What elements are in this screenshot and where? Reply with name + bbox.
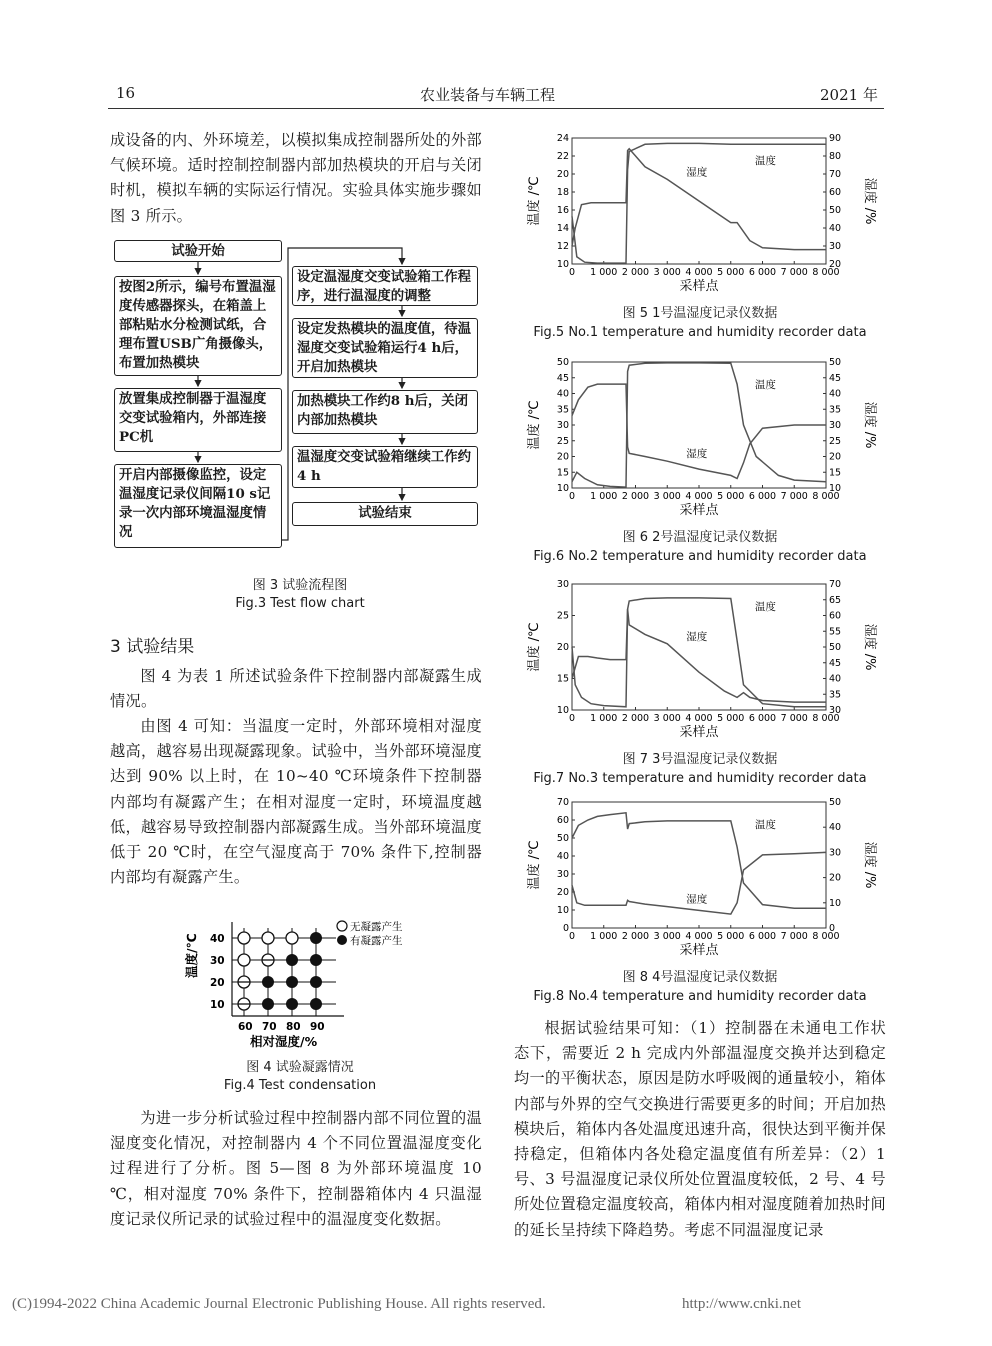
x-tick-label: 4 000 [685, 491, 713, 502]
y-right-tick-label: 0 [829, 923, 836, 934]
section-title: 3 试验结果 [110, 637, 195, 657]
x-tick-label: 6 000 [748, 713, 777, 724]
y-left-tick-label: 50 [556, 833, 569, 844]
x-tick-label: 5 000 [717, 931, 745, 942]
y-left-tick-label: 10 [556, 905, 569, 916]
fig4-ytick: 10 [210, 999, 225, 1011]
y-left-axis-label: 温度 /℃ [527, 840, 542, 890]
fig4-xtick: 80 [286, 1021, 301, 1033]
header-rule [108, 108, 884, 109]
y-left-tick-label: 15 [556, 673, 569, 685]
y-left-tick-label: 25 [556, 435, 569, 447]
y-left-tick-label: 0 [562, 923, 569, 934]
paragraph-fig4-analysis: 由图 4 可知：当温度一定时，外部环境相对湿度越高，越容易出现凝露现象。试验中，当外部环境湿度达到 90% 以上时，在 10~40 ℃环境条件下控制器内部均有凝露产生；在相对湿度一定时，环境温度越低，越容易导致控制器内部凝露生成。当外部环境温度低于 20 ℃时，在空气湿度高于 70% 条件下,控制器内部均有凝露产生。 [110, 717, 482, 887]
issue-year: 2021 年 [820, 86, 878, 104]
x-tick-label: 4 000 [685, 267, 713, 278]
fig4-point-condensation [310, 998, 322, 1010]
y-right-tick-label: 30 [829, 420, 842, 431]
y-left-axis-label: 温度 /℃ [527, 176, 542, 226]
y-right-tick-label: 25 [829, 435, 842, 447]
x-tick-label: 3 000 [653, 931, 681, 942]
y-right-axis-label: 湿度 /% [862, 841, 877, 889]
fig5-chart [518, 130, 878, 330]
fig7-caption-en: Fig.7 No.3 temperature and humidity recorder data [533, 771, 867, 786]
fig4-caption-cn: 图 4 试验凝露情况 [246, 1060, 354, 1075]
y-right-tick-label: 70 [829, 169, 842, 180]
fig8-caption-en: Fig.8 No.4 temperature and humidity recorder data [533, 989, 867, 1004]
page-number: 16 [116, 84, 136, 102]
x-axis-label: 采样点 [679, 943, 719, 958]
fig6-caption-en: Fig.6 No.2 temperature and humidity recorder data [533, 549, 867, 564]
y-right-tick-label: 30 [829, 847, 842, 859]
x-tick-label: 7 000 [780, 931, 808, 942]
y-right-tick-label: 90 [829, 133, 842, 144]
flow-step-record: 开启内部摄像监控，设定温湿度记录仪间隔10 s记录一次内部环境温湿度情况 [114, 464, 282, 548]
temperature-series-line [572, 598, 826, 707]
temperature-annotation: 温度 [754, 379, 776, 391]
y-left-tick-label: 35 [556, 404, 569, 416]
y-left-tick-label: 20 [556, 642, 569, 653]
y-right-tick-label: 65 [829, 594, 842, 606]
x-tick-label: 6 000 [748, 491, 777, 502]
flow-step-program: 设定温湿度交变试验箱工作程序，进行温湿度的调整 [292, 266, 478, 306]
fig4-caption-en: Fig.4 Test condensation [223, 1078, 377, 1093]
fig6-caption-cn: 图 6 2号温湿度记录仪数据 [622, 530, 778, 545]
y-left-tick-label: 25 [556, 610, 569, 622]
flow-step-heat-set: 设定发热模块的温度值，待温湿度交变试验箱运行4 h后，开启加热模块 [292, 318, 478, 378]
x-tick-label: 7 000 [780, 267, 808, 278]
x-tick-label: 3 000 [653, 713, 681, 724]
y-left-tick-label: 24 [556, 133, 569, 144]
y-left-tick-label: 12 [556, 241, 569, 252]
fig4-point-condensation [310, 976, 322, 988]
x-tick-label: 2 000 [621, 931, 650, 942]
y-right-tick-label: 45 [829, 372, 842, 384]
x-tick-label: 0 [568, 713, 576, 724]
humidity-annotation: 湿度 [686, 893, 708, 906]
y-right-tick-label: 30 [829, 241, 842, 252]
y-left-axis-label: 温度 /℃ [527, 622, 542, 672]
fig8-chart [518, 794, 878, 994]
y-right-tick-label: 15 [829, 467, 842, 479]
x-tick-label: 2 000 [621, 713, 650, 724]
x-tick-label: 2 000 [621, 267, 650, 278]
y-left-tick-label: 40 [556, 851, 569, 862]
y-left-tick-label: 50 [556, 357, 569, 368]
paragraph-fig4-intro: 图 4 为表 1 所述试验条件下控制器内部凝露生成情况。 [110, 667, 482, 711]
fig4-point-condensation [262, 976, 274, 988]
x-tick-label: 5 000 [717, 491, 745, 502]
fig4-xlabel: 相对湿度/% [250, 1034, 318, 1049]
y-right-tick-label: 80 [829, 151, 842, 162]
y-right-tick-label: 10 [829, 897, 842, 909]
x-tick-label: 4 000 [685, 931, 713, 942]
x-tick-label: 3 000 [653, 491, 681, 502]
x-tick-label: 8 000 [812, 713, 840, 724]
temperature-annotation: 温度 [754, 819, 776, 831]
y-right-tick-label: 45 [829, 657, 842, 669]
flow-end: 试验结束 [292, 502, 478, 526]
y-left-tick-label: 14 [556, 223, 569, 234]
fig4-ytick: 20 [210, 977, 225, 989]
y-left-tick-label: 10 [556, 259, 569, 270]
y-left-tick-label: 30 [556, 420, 569, 431]
x-tick-label: 7 000 [780, 491, 808, 502]
x-tick-label: 0 [568, 267, 576, 278]
y-right-axis-label: 湿度 /% [862, 401, 877, 449]
fig4-ylabel: 温度/℃ [184, 933, 199, 978]
fig4-ytick: 30 [210, 955, 225, 967]
fig4-xtick: 70 [262, 1021, 277, 1033]
y-right-tick-label: 20 [829, 872, 842, 884]
fig4-xtick: 60 [238, 1021, 253, 1033]
x-tick-label: 0 [568, 491, 576, 502]
temperature-annotation: 温度 [754, 601, 776, 613]
fig3-caption-cn: 图 3 试验流程图 [252, 578, 348, 593]
plot-frame [572, 584, 826, 710]
y-left-tick-label: 45 [556, 372, 569, 384]
y-right-tick-label: 50 [829, 642, 842, 653]
flow-step-setup: 按图2所示，编号布置温湿度传感器探头，在箱盖上部粘贴水分检测试纸，合理布置USB广角摄像头，布置加热模块 [114, 276, 282, 376]
x-tick-label: 6 000 [748, 267, 777, 278]
x-tick-label: 1 000 [590, 713, 618, 724]
x-tick-label: 1 000 [590, 491, 618, 502]
y-right-tick-label: 20 [829, 451, 842, 463]
temperature-annotation: 温度 [754, 155, 776, 167]
x-tick-label: 1 000 [590, 267, 618, 278]
footer-copyright: (C)1994-2022 China Academic Journal Electronic Publishing House. All rights reserved. [12, 1296, 546, 1312]
x-tick-label: 5 000 [717, 713, 745, 724]
fig8-caption-cn: 图 8 4号温湿度记录仪数据 [622, 970, 778, 985]
fig4-point-none [238, 932, 250, 944]
humidity-annotation: 湿度 [686, 166, 708, 179]
x-axis-label: 采样点 [679, 503, 719, 518]
humidity-annotation: 湿度 [686, 630, 708, 643]
x-axis-label: 采样点 [679, 725, 719, 740]
fig5-caption-en: Fig.5 No.1 temperature and humidity recorder data [533, 325, 867, 340]
fig5-caption-cn: 图 5 1号温湿度记录仪数据 [622, 306, 778, 321]
x-tick-label: 2 000 [621, 491, 650, 502]
fig7-chart [518, 576, 878, 776]
x-tick-label: 3 000 [653, 267, 681, 278]
y-right-tick-label: 35 [829, 404, 842, 416]
y-left-tick-label: 10 [556, 705, 569, 716]
legend-filled-marker [337, 935, 347, 945]
x-tick-label: 8 000 [812, 267, 840, 278]
fig4-point-none [262, 932, 274, 944]
x-tick-label: 8 000 [812, 491, 840, 502]
flow-step-heat-off: 加热模块工作约8 h后，关闭内部加热模块 [292, 390, 478, 434]
y-right-axis-label: 湿度 /% [862, 623, 877, 671]
fig4-chart [176, 912, 426, 1052]
humidity-annotation: 湿度 [686, 448, 708, 461]
y-left-tick-label: 30 [556, 579, 569, 590]
conclusion-paragraph: 根据试验结果可知：（1）控制器在未通电工作状态下，需要近 2 h 完成内外部温湿度交换并达到稳定均一的平衡状态，原因是防水呼吸阀的通量较小，箱体内部与外界的空气交换进行需要更多的时间；开启加热模块后，箱体内各处温度迅速升高，很快达到平衡并保持稳定，但箱体内各处稳定温度值有所差异：（2）1 号、3 号温湿度记录仪所处位置温度较低，2 号、4 号所处位置稳定温度较高，箱体内相对湿度随着加热时间的延长呈持续下降趋势。考虑不同温湿度记录 [514, 1019, 886, 1239]
y-right-tick-label: 50 [829, 205, 842, 216]
x-axis-label: 采样点 [679, 279, 719, 294]
legend-yes-label: 有凝露产生 [350, 935, 403, 947]
flow-start: 试验开始 [114, 240, 282, 262]
y-right-tick-label: 40 [829, 223, 842, 234]
y-right-axis-label: 湿度 /% [862, 177, 877, 225]
fig3-caption-en: Fig.3 Test flow chart [235, 596, 365, 611]
y-right-tick-label: 40 [829, 388, 842, 400]
fig7-caption-cn: 图 7 3号温湿度记录仪数据 [622, 752, 778, 767]
x-tick-label: 0 [568, 931, 576, 942]
fig4-point-condensation [262, 998, 274, 1010]
fig4-point-none [286, 932, 298, 944]
y-right-tick-label: 60 [829, 187, 842, 198]
x-tick-label: 8 000 [812, 931, 840, 942]
humidity-series-line [572, 149, 826, 250]
y-right-tick-label: 20 [829, 259, 842, 270]
intro-paragraph: 成设备的内、外环境差，以模拟集成控制器所处的外部气候环境。适时控制控制器内部加热模块的开启与关闭时机，模拟车辆的实际运行情况。实验具体实施步骤如图 3 所示。 [110, 131, 482, 225]
fig6-chart [518, 354, 878, 554]
y-left-tick-label: 16 [556, 205, 569, 216]
y-left-tick-label: 60 [556, 815, 569, 826]
flow-step-place: 放置集成控制器于温湿度交变试验箱内，外部连接PC机 [114, 388, 282, 452]
fig4-point-condensation [286, 976, 298, 988]
x-tick-label: 4 000 [685, 713, 713, 724]
y-right-tick-label: 70 [829, 579, 842, 590]
y-left-tick-label: 15 [556, 467, 569, 479]
y-left-tick-label: 40 [556, 388, 569, 400]
y-left-axis-label: 温度 /℃ [527, 400, 542, 450]
y-left-tick-label: 20 [556, 451, 569, 463]
flowchart [110, 238, 490, 578]
humidity-series-line [572, 384, 826, 478]
fig4-ytick: 40 [210, 933, 225, 945]
fig4-point-condensation [310, 932, 322, 944]
journal-title: 农业装备与车辆工程 [420, 86, 556, 104]
y-right-tick-label: 10 [829, 483, 842, 494]
y-right-tick-label: 40 [829, 673, 842, 685]
fig4-xtick: 90 [310, 1021, 325, 1033]
y-left-tick-label: 30 [556, 869, 569, 880]
y-right-tick-label: 35 [829, 689, 842, 701]
fig4-point-none [238, 954, 250, 966]
y-right-tick-label: 50 [829, 357, 842, 368]
footer-url: http://www.cnki.net [682, 1296, 802, 1312]
humidity-series-line [572, 609, 826, 702]
fig4-point-condensation [310, 954, 322, 966]
x-tick-label: 1 000 [590, 931, 618, 942]
fig4-point-condensation [286, 954, 298, 966]
y-left-tick-label: 70 [556, 797, 569, 808]
legend-none-label: 无凝露产生 [350, 921, 403, 933]
x-tick-label: 6 000 [748, 931, 777, 942]
y-right-tick-label: 60 [829, 610, 842, 622]
fig4-point-condensation [286, 998, 298, 1010]
y-right-tick-label: 50 [829, 797, 842, 808]
y-right-tick-label: 55 [829, 626, 842, 638]
y-left-tick-label: 18 [556, 187, 569, 198]
y-left-tick-label: 10 [556, 483, 569, 494]
y-right-tick-label: 30 [829, 705, 842, 716]
flow-step-continue: 温湿度交变试验箱继续工作约4 h [292, 446, 478, 488]
x-tick-label: 5 000 [717, 267, 745, 278]
y-left-tick-label: 22 [556, 151, 569, 162]
y-right-tick-label: 40 [829, 822, 842, 834]
paragraph-figs5-8-intro: 为进一步分析试验过程中控制器内部不同位置的温湿度变化情况，对控制器内 4 个不同位置温湿度变化过程进行了分析。图 5—图 8 为外部环境温度 10 ℃，相对湿度 70% 条件下，控制器箱体内 4 只温湿度记录仪所记录的试验过程中的温湿度变化数据。 [110, 1109, 482, 1228]
legend-open-marker [337, 921, 347, 931]
y-left-tick-label: 20 [556, 887, 569, 898]
x-tick-label: 7 000 [780, 713, 808, 724]
y-left-tick-label: 20 [556, 169, 569, 180]
